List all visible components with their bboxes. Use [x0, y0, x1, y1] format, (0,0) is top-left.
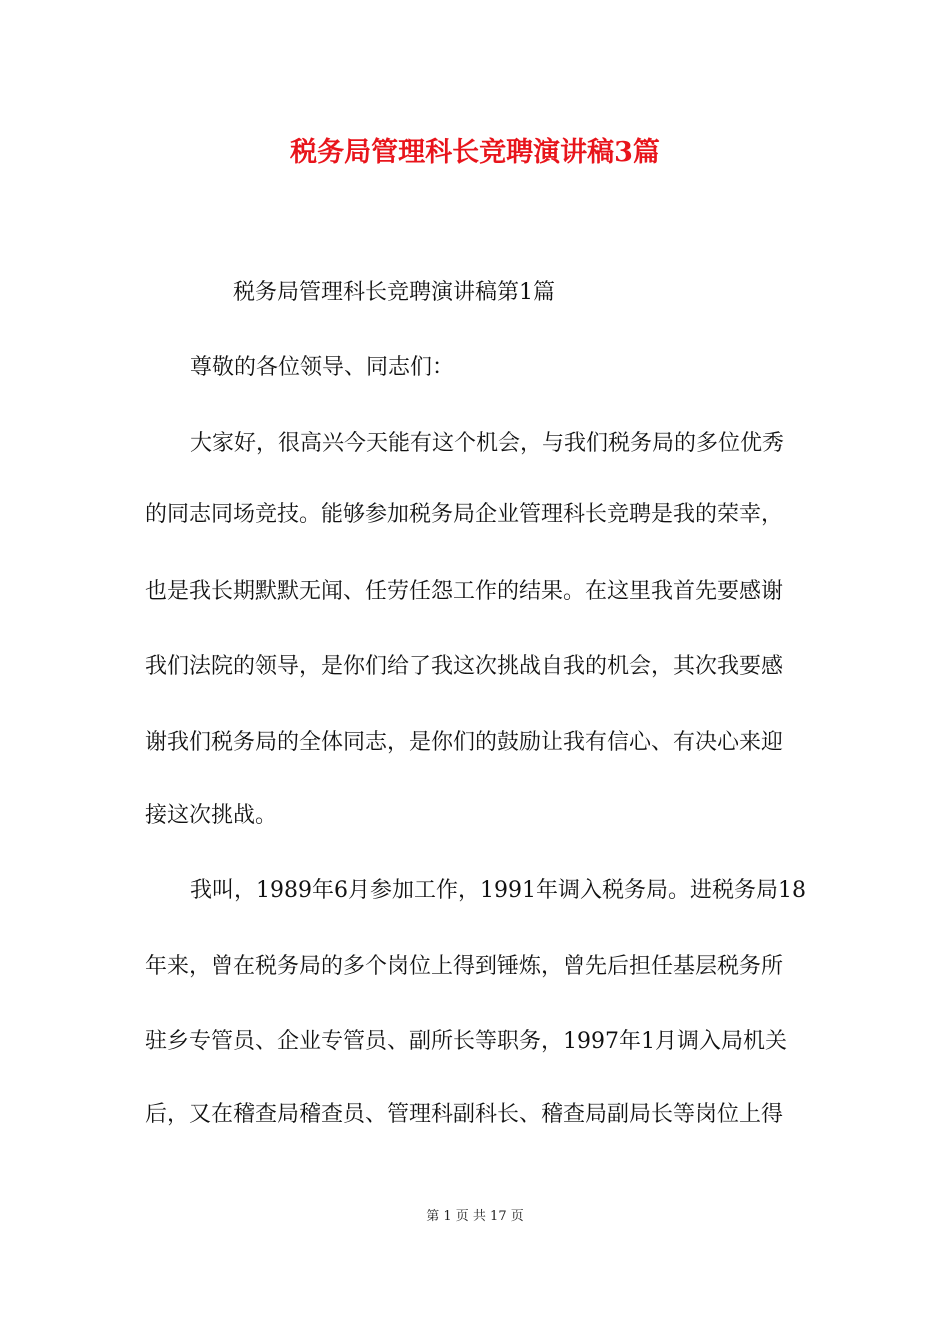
- paragraph-line: 我叫，1989年6月参加工作，1991年调入税务局。进税务局18: [190, 878, 806, 903]
- paragraph-line: 也是我长期默默无闻、任劳任怨工作的结果。在这里我首先要感谢: [145, 579, 784, 604]
- paragraph-line: 大家好，很高兴今天能有这个机会，与我们税务局的多位优秀: [190, 431, 785, 456]
- paragraph-line: 年来，曾在税务局的多个岗位上得到锤炼，曾先后担任基层税务所: [145, 954, 784, 979]
- document-title: 税务局管理科长竞聘演讲稿3篇: [290, 137, 660, 168]
- salutation-line: 尊敬的各位领导、同志们：: [190, 355, 455, 380]
- paragraph-line: 接这次挑战。: [145, 803, 278, 828]
- paragraph-line: 谢我们税务局的全体同志，是你们的鼓励让我有信心、有决心来迎: [145, 730, 784, 755]
- paragraph-line: 驻乡专管员、企业专管员、副所长等职务，1997年1月调入局机关: [145, 1029, 787, 1054]
- paragraph-line: 我们法院的领导，是你们给了我这次挑战自我的机会，其次我要感: [145, 654, 784, 679]
- page-number-footer: 第 1 页 共 17 页: [426, 1209, 524, 1224]
- paragraph-line: 后，又在稽查局稽查员、管理科副科长、稽查局副局长等岗位上得: [145, 1102, 784, 1127]
- section-heading: 税务局管理科长竞聘演讲稿第1篇: [233, 280, 555, 305]
- paragraph-line: 的同志同场竞技。能够参加税务局企业管理科长竞聘是我的荣幸，: [145, 502, 784, 527]
